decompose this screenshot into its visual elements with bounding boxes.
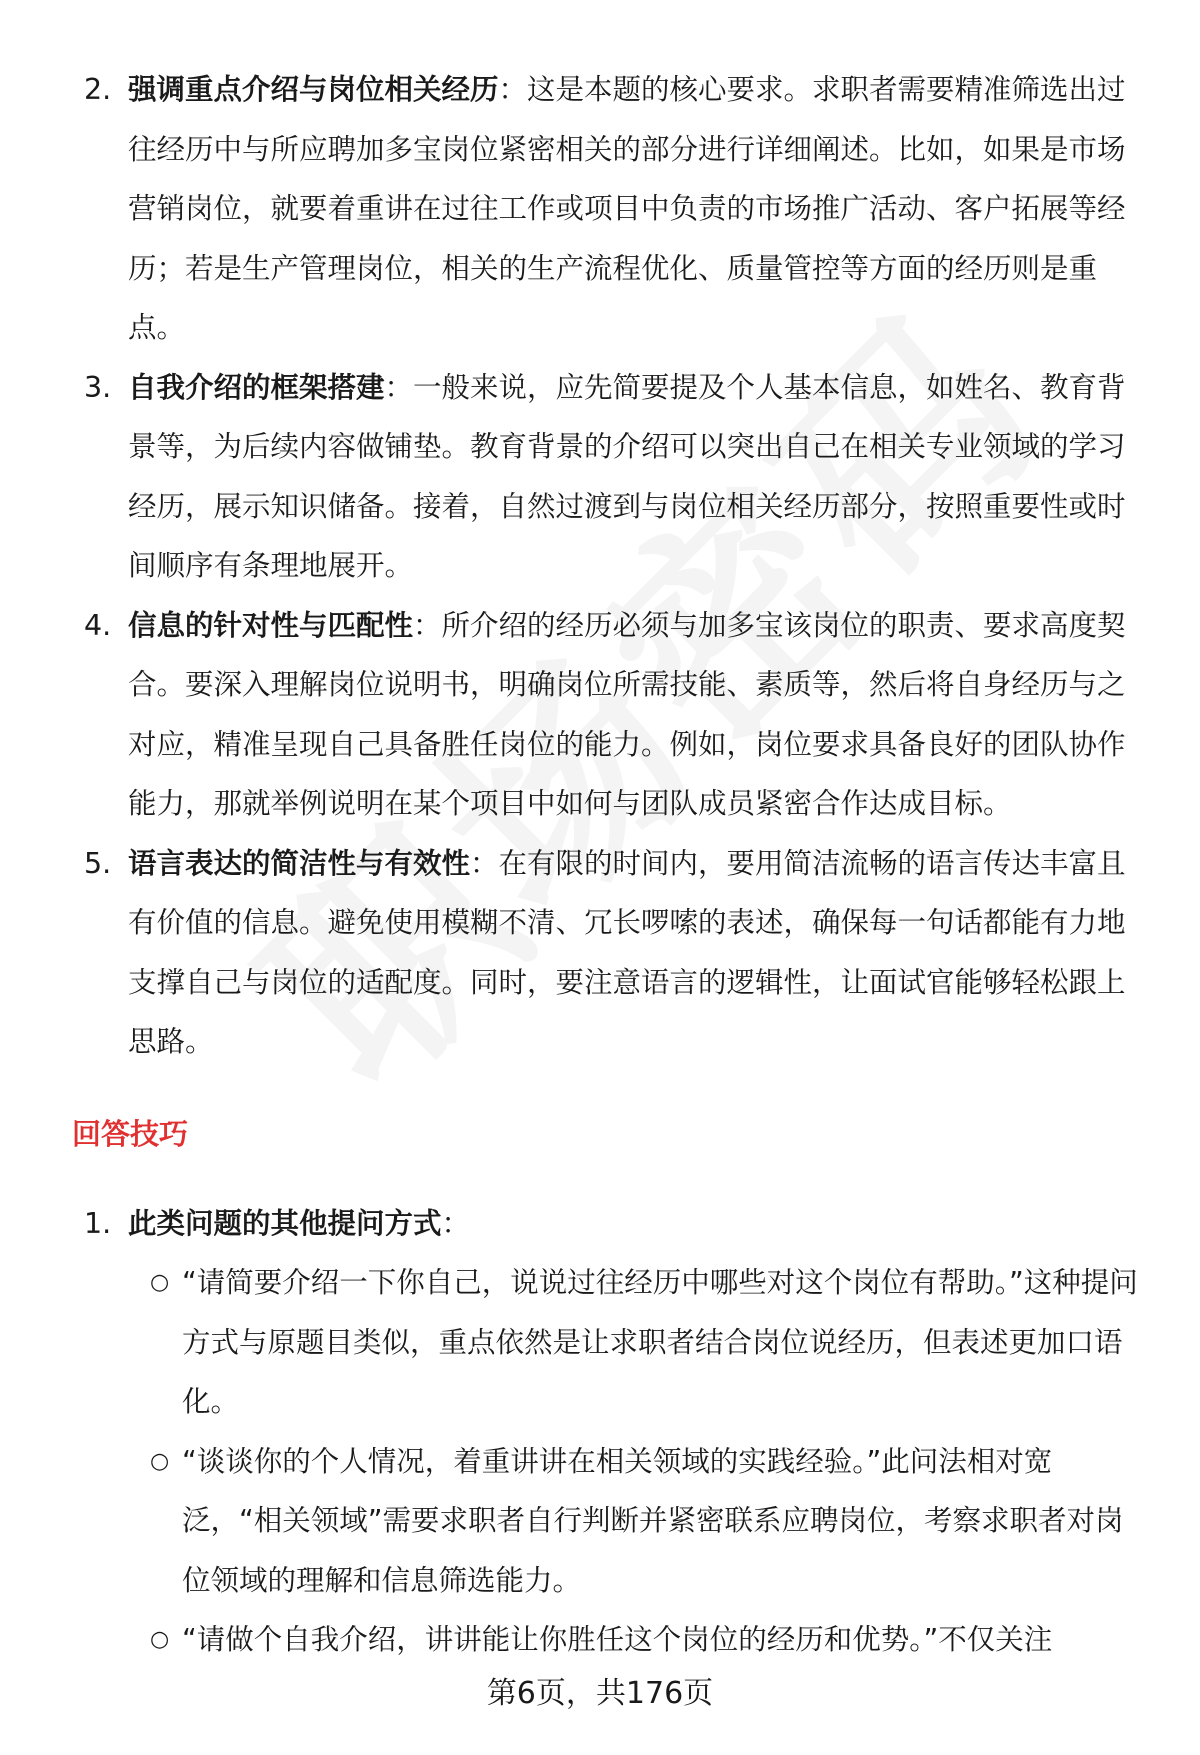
circle-bullet-icon: ○ [150,1627,170,1652]
point-text: 一般来说，应先简要提及个人基本信息，如姓名、教育背景等，为后续内容做铺垫。教育背景的介绍可以突出自己在相关专业领域的学习经历，展示知识储备。接着，自然过渡到与岗位相关经历部分，按照重要性或时间顺序有条理地展开。 [128,370,1126,582]
sub-list-item: ○ “请做个自我介绍，讲讲能让你胜任这个岗位的经历和优势。”不仅关注 [0,1610,1200,1670]
list-number: 1. [84,1206,112,1240]
point-text: 这是本题的核心要求。求职者需要精准筛选出过往经历中与所应聘加多宝岗位紧密相关的部分进行详细阐述。比如，如果是市场营销岗位，就要着重讲在过往工作或项目中负责的市场推广活动、客户拓展等经历；若是生产管理岗位，相关的生产流程优化、质量管控等方面的经历则是重点。 [128,73,1126,344]
point-title: 语言表达的简洁性与有效性 [128,846,471,880]
list-item: 1. 此类问题的其他提问方式： [0,1194,1200,1254]
point-text: 所介绍的经历必须与加多宝该岗位的职责、要求高度契合。要深入理解岗位说明书，明确岗位所需技能、素质等，然后将自身经历与之对应，精准呈现自己具备胜任岗位的能力。例如，岗位要求具备良好的团队协作能力，那就举例说明在某个项目中如何与团队成员紧密合作达成目标。 [128,608,1126,820]
key-points-list [0,60,1200,1072]
list-item: 3. 自我介绍的框架搭建：一般来说，应先简要提及个人基本信息，如姓名、教育背景等，为后续内容做铺垫。教育背景的介绍可以突出自己在相关专业领域的学习经历，展示知识储备。接着，自然过渡到与岗位相关经历部分，按照重要性或时间顺序有条理地展开。 [0,358,1200,596]
list-number: 4. [84,608,112,642]
page-footer: 第6页，共176页 [486,1676,714,1711]
list-item: 2. 强调重点介绍与岗位相关经历：这是本题的核心要求。求职者需要精准筛选出过往经历中与所应聘加多宝岗位紧密相关的部分进行详细阐述。比如，如果是市场营销岗位，就要着重讲在过往工作或项目中负责的市场推广活动、客户拓展等经历；若是生产管理岗位，相关的生产流程优化、质量管控等方面的经历则是重点。 [0,60,1200,358]
list-number: 5. [84,846,112,880]
list-item: 4. 信息的针对性与匹配性：所介绍的经历必须与加多宝该岗位的职责、要求高度契合。要深入理解岗位说明书，明确岗位所需技能、素质等，然后将自身经历与之对应，精准呈现自己具备胜任岗位的能力。例如，岗位要求具备良好的团队协作能力，那就举例说明在某个项目中如何与团队成员紧密合作达成目标。 [0,596,1200,834]
point-title: 强调重点介绍与岗位相关经历 [128,73,499,106]
list-number: 2. [84,73,112,106]
list-number: 3. [84,370,112,404]
tips-section [0,1194,1200,1670]
section-title: 回答技巧 [72,1116,189,1151]
circle-bullet-icon: ○ [150,1448,170,1474]
tips-title: 此类问题的其他提问方式 [128,1206,442,1240]
sub-list [0,1253,1200,1670]
content [0,60,1200,1670]
point-title: 信息的针对性与匹配性 [128,608,414,642]
sub-list-item: ○ “请简要介绍一下你自己，说说过往经历中哪些对这个岗位有帮助。”这种提问方式与原题目类似，重点依然是让求职者结合岗位说经历，但表述更加口语化。 [0,1253,1200,1432]
circle-bullet-icon: ○ [150,1270,170,1295]
point-title: 自我介绍的框架搭建 [128,370,385,404]
point-text: 在有限的时间内，要用简洁流畅的语言传达丰富且有价值的信息。避免使用模糊不清、冗长啰嗦的表述，确保每一句话都能有力地支撑自己与岗位的适配度。同时，要注意语言的逻辑性，让面试官能够轻松跟上思路。 [128,846,1126,1058]
sub-list-item: ○ “谈谈你的个人情况，着重讲讲在相关领域的实践经验。”此问法相对宽泛，“相关领域”需要求职者自行判断并紧密联系应聘岗位，考察求职者对岗位领域的理解和信息筛选能力。 [0,1432,1200,1611]
list-item: 5. 语言表达的简洁性与有效性：在有限的时间内，要用简洁流畅的语言传达丰富且有价值的信息。避免使用模糊不清、冗长啰嗦的表述，确保每一句话都能有力地支撑自己与岗位的适配度。同时，要注意语言的逻辑性，让面试官能够轻松跟上思路。 [0,834,1200,1072]
tips-list [0,1194,1200,1254]
